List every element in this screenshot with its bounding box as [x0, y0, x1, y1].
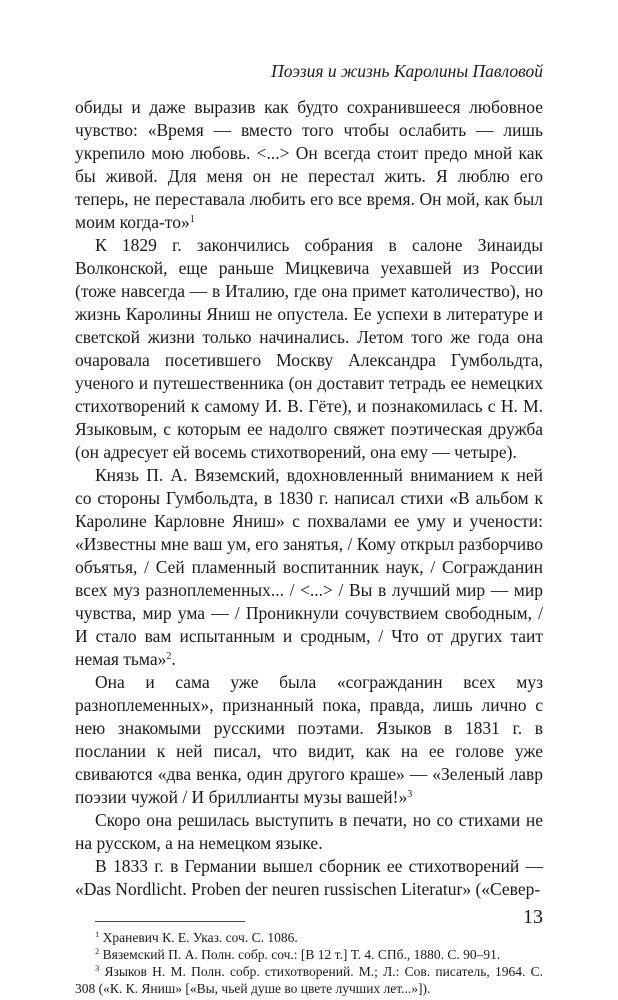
footnote-text: Вяземский П. А. Полн. собр. соч.: [В 12 т.] Т. 4. СПб., 1880. С. 90–91. [102, 947, 501, 962]
footnote-mark: 3 [95, 963, 100, 973]
paragraph-text: В 1833 г. в Германии вышел сборник ее стихотворений — «Das Nordlicht. Proben der neuren russischen Literatur» («Север- [75, 856, 543, 899]
footnote-ref-1: 1 [189, 214, 195, 225]
page-number: 13 [523, 906, 543, 928]
paragraph-3: Князь П. А. Вяземский, вдохновленный вниманием к ней со стороны Гумбольдта, в 1830 г. написал стихи «В альбом к Каролине Карловне Яниш» с похвалами ее уму и учености: «Известны мне ваш ум, его занятья, / Кому открыл разборчиво объятья, / Сей пламенный воспитанник наук, / Согражданин всех муз разноплеменных... / <...> / Вы в лучший мир — мир чувства, мир ума — / Проникнули сочувствием свободным, / И стало вам испытанным и сродным, / Что от других таит немая тьма»$^2$. [75, 465, 543, 669]
footnote-mark: 2 [95, 946, 100, 956]
footnote-text: Языков Н. М. Полн. собр. стихотворений. М.; Л.: Сов. писатель, 1964. С. 308 («К. К. Яниш» [«Вы, чьей душе во цвете лучших лет...»]). [75, 964, 544, 996]
paragraph-text: Князь П. А. Вяземский, вдохновленный вниманием к ней со стороны Гумбольдта, в 1830 г. написал стихи «В альбом к Каролине Карловне Яниш» с похвалами ее уму и учености: «Известны мне ваш ум, его занятья, / Кому открыл разборчиво объятья, / Сей пламенный воспитанник наук, / Согражданин всех муз разноплеменных... / <...> / Вы в лучший мир — мир чувства, мир ума — / Проникнули сочувствием свободным, / И стало вам испытанным и сродным, / Что от других таит немая тьма» [75, 465, 543, 669]
running-head: Поэзия и жизнь Каролины Павловой [271, 61, 543, 81]
footnote-2 [75, 946, 543, 963]
book-page [75, 60, 543, 997]
footnote-mark: 1 [95, 929, 100, 939]
paragraph-text: Она и сама уже была «согражданин всех муз разноплеменных», признанный пока, правда, лишь лично с нею знакомыми русскими поэтами. Языков в 1831 г. в послании к ней писал, что видит, как на ее голове уже свиваются «два венка, один другого краше» — «Зеленый лавр поэзии чужой / И бриллианты музы вашей!» [75, 672, 543, 807]
paragraph-5 [75, 809, 543, 855]
paragraph-text: Скоро она решилась выступить в печати, но со стихами не на русском, а на немецком языке. [75, 810, 543, 853]
footnote-3 [75, 963, 543, 997]
paragraph-2 [75, 234, 543, 464]
paragraph-4 [75, 671, 543, 809]
paragraph-text: обиды и даже выразив как будто сохранившееся любовное чувство: «Время — вместо того чтобы ослабить — лишь укрепило мою любовь. <...> Он всегда стоит предо мной как бы живой. Для меня он не перестал жить. Я люблю его теперь, не переставала любить его все время. Он мой, как был моим когда-то» [75, 97, 543, 232]
footnote-ref-2: 2 [166, 651, 172, 662]
footnote-1 [75, 929, 543, 946]
footnote-text: Храневич К. Е. Указ. соч. С. 1086. [102, 930, 298, 945]
footnote-ref-3: 3 [407, 789, 413, 800]
main-text [75, 96, 543, 901]
paragraph-6 [75, 855, 543, 901]
paragraph-1 [75, 96, 543, 234]
paragraph-text: К 1829 г. закончились собрания в салоне Зинаиды Волконской, еще раньше Мицкевича уехавшей из России (тоже навсегда — в Италию, где она примет католичество), но жизнь Каролины Яниш не опустела. Ее успехи в литературе и светской жизни только начинались. Летом того же года она очаровала посетившего Москву Александра Гумбольдта, ученого и путешественника (он доставит тетрадь ее немецких стихотворений к самому И. В. Гёте), и познакомилась с Н. М. Языковым, с которым ее надолго свяжет поэтическая дружба (он адресует ей восемь стихотворений, она ему — четыре). [75, 235, 543, 462]
footnotes [75, 921, 543, 997]
